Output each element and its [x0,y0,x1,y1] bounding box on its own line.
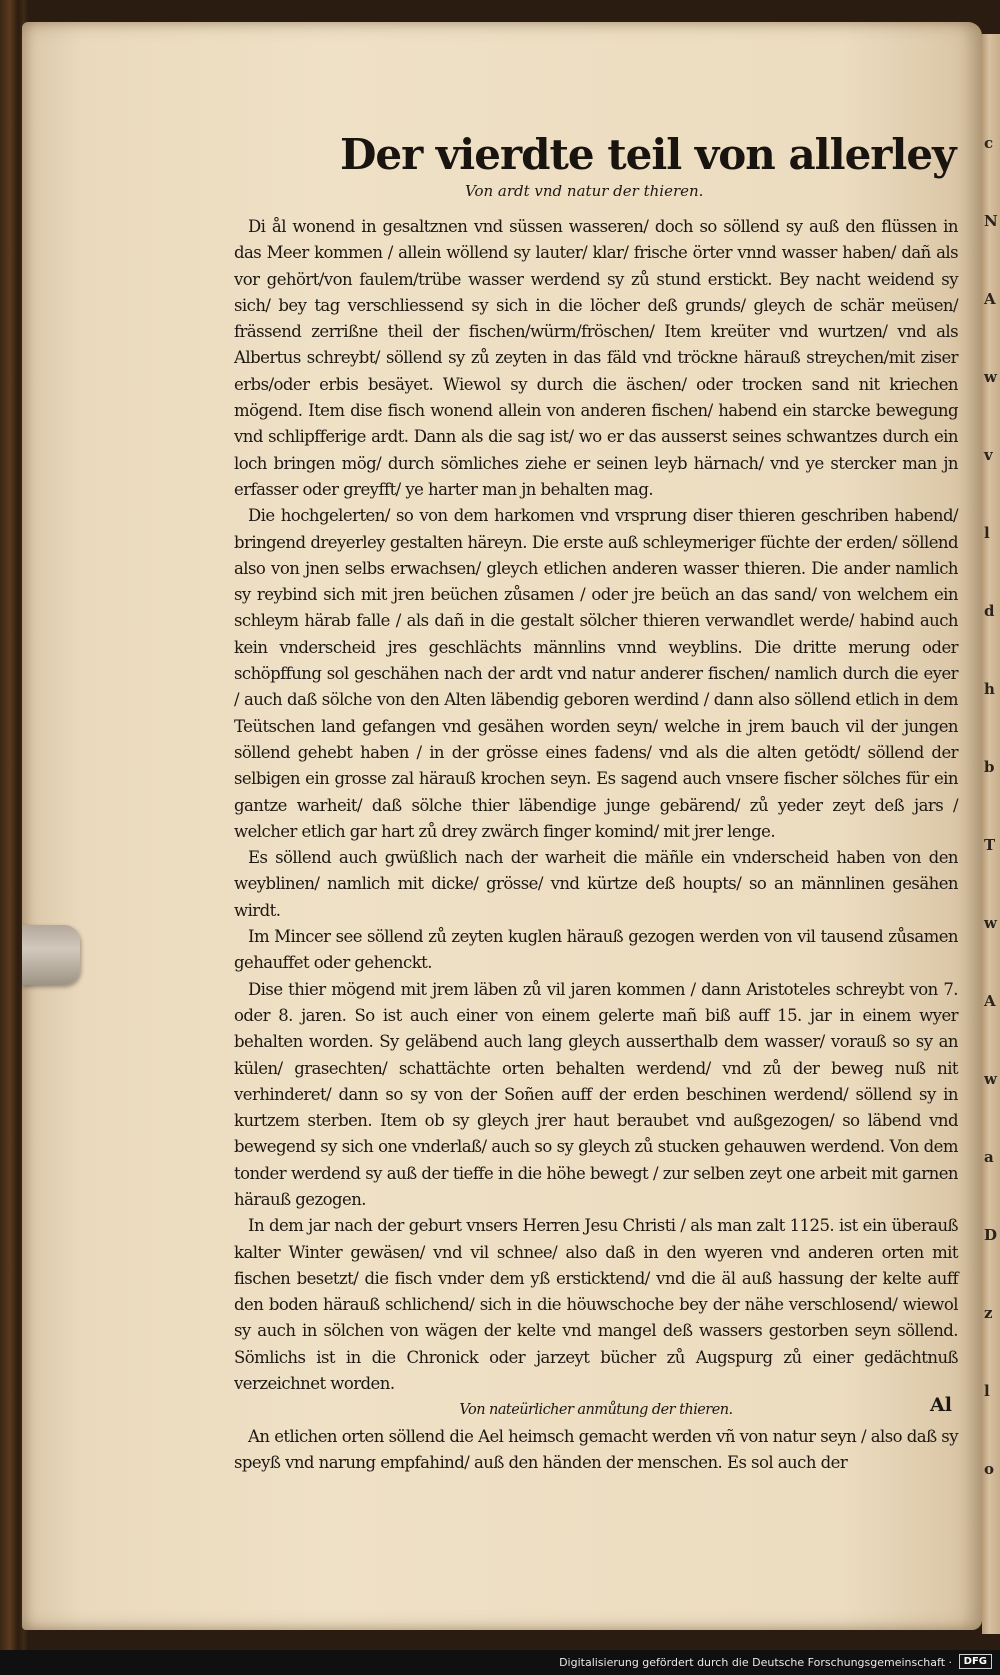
facing-page-letter: o [984,1460,995,1478]
page-clip [22,925,80,985]
paragraph: In dem jar nach der geburt vnsers Herren Jesu Christi / als man zalt 1125. ist ein überauß kalter Winter gewäsen/ vnd vil schnee/ also daß in den wyeren vnd anderen orten mit fischen besetzt/ die fisch vnder dem yß ersticktend/ vnd die äl auß hassung der kelte auff den boden härauß schlichend/ sich in die höuwschoche bey der nähe verschlosend/ wiewol sy auch in sölchen von wägen der kelte vnd mangel deß wassers gestorben seyn söllend. Sömlichs ist in die Chronick oder jarzeyt bücher zů Augspurg zů einer gedächtnuß verzeichnet worden. [234,1216,958,1394]
funding-credit: Digitalisierung gefördert durch die Deutsche Forschungsgemeinschaft · [559,1656,952,1669]
paragraph: An etlichen orten söllend die Ael heimsch gemacht werden vñ von natur seyn / also daß sy speyß vnd narung empfahind/ auß den händen der menschen. Es sol auch der [234,1426,958,1472]
body-text [234,214,958,1476]
facing-page-edge [982,34,1000,1634]
facing-page-letter: a [984,1148,994,1166]
catchword: Al [930,1394,952,1416]
paragraph: Di ål wonend in gesaltznen vnd süssen wasseren/ doch so söllend sy auß den flüssen in das Meer kommen / allein wöllend sy lauter/ klar/ frische örter vnnd wasser haben/ dañ als vor gehört/von faulem/trübe wasser werdend sy zů stund erstickt. Bey nacht weidend sy sich/ bey tag verschliessend sy sich in die löcher deß grunds/ gleych de schär meüsen/ frässend zerrißne theil der fischen/würm/fröschen/ Item kreüter vnd wurtzen/ vnd als Albertus schreybt/ söllend sy zů zeyten in das fäld vnd tröckne härauß streychen/mit ziser erbs/oder erbis besäyet. Wiewol sy durch die äschen/ oder trocken sand nit kriechen mögend. Item dise fisch wonend allein von anderen fischen/ habend ein starcke bewegung vnd schlipfferige ardt. Dann als die sag ist/ wo er das ausserst seines schwantzes durch ein loch bringen mög/ durch sömliches ziehe er seinen leyb härnach/ vnd ye stercker man jn erfasser oder greyfft/ ye harter man jn behalten mag. [234,217,958,499]
facing-page-letter: D [984,1226,998,1244]
paragraph: Die hochgelerten/ so von dem harkomen vnd vrsprung diser thieren geschriben habend/ bringend dreyerley gestalten häreyn. Die erste auß schleymeriger füchte der erden/ söllend also von jnen selbs erwachsen/ gleych etlichen anderen wasser thieren. Die ander namlich sy reybind sich mit jren beüchen zůsamen / oder jre beüch an das sand/ von welchem ein schleym härab falle / als dañ in die gestalt sölcher thieren verwandlet werde/ habind auch kein vnderscheid jres geschlächts männlins vnnd weyblins. Die dritte merung oder schöpffung sol geschähen nach der ardt vnd natur anderer fischen/ namlich durch die eyer / auch daß sölche von den Alten läbendig geboren werdind / dann also söllend etlich in dem Teütschen land gefangen vnd gesähen worden seyn/ welche in jrem bauch vil der jungen söllend gehebt haben / in der grösse eines fadens/ vnd als die alten getödt/ söllend der selbigen ein grosse zal härauß krochen seyn. Es sagend auch vnsere fischer sölches für ein gantze warheit/ daß sölche thier läbendige junge gebärend/ zů yeder zeyt deß jars / welcher etlich gar hart zů drey zwärch finger komind/ mit jrer lenge. [234,506,958,841]
facing-page-letter: A [984,992,996,1010]
facing-page-letter: w [984,914,997,932]
facing-page-letter: c [984,134,994,152]
footer-bar [0,1650,1000,1675]
facing-page-letter: h [984,680,995,698]
book-page [22,22,982,1630]
chapter-subtitle: Von ardt vnd natur der thieren. [465,182,704,200]
section-heading: Von nateürlicher anmůtung der thieren. [459,1402,733,1419]
facing-page-letter: d [984,602,995,620]
facing-page-letter: l [984,1382,990,1400]
chapter-headline: Der vierdte teil von allerley [340,130,956,179]
paragraph: Im Mincer see söllend zů zeyten kuglen härauß gezogen werden von vil tausend zůsamen gehauffet oder gehenckt. [234,927,958,973]
facing-page-letter: T [984,836,996,854]
facing-page-letter: v [984,446,993,464]
paragraph: Es söllend auch gwüßlich nach der warheit die mäñle ein vnderscheid haben von den weyblinen/ namlich mit dicke/ grösse/ vnd kürtze deß houpts/ so an männlinen gesähen wirdt. [234,848,958,920]
facing-page-letter: z [984,1304,993,1322]
dfg-logo: DFG [959,1654,992,1669]
paragraph: Dise thier mögend mit jrem läben zů vil jaren kommen / dann Aristoteles schreybt von 7. oder 8. jaren. So ist auch einer von einem gelerte mañ biß auff 15. jar in einem wyer behalten worden. Sy geläbend auch lang gleych ausserthalb dem wasser/ vorauß so sy an külen/ grasechten/ schattächte orten behalten werdend/ vnd zů der beweg nuß nit verhinderet/ dann so sy von der Soñen auff der erden beschinen werdend/ söllend sy in kurtzem sterben. Item ob sy gleych jrer haut beraubet vnd außgezogen/ so läbend vnd bewegend sy sich one vnderlaß/ auch so sy gleych zů stucken gehauwen werdend. Von dem tonder werdend sy auß der tieffe in die höhe bewegt / zur selben zeyt one arbeit mit garnen härauß gezogen. [234,979,958,1209]
facing-page-letter: w [984,368,997,386]
facing-page-letter: A [984,290,996,308]
facing-page-letter: b [984,758,995,776]
facing-page-letter: w [984,1070,997,1088]
facing-page-letter: N [984,212,998,230]
facing-page-letter: l [984,524,990,542]
